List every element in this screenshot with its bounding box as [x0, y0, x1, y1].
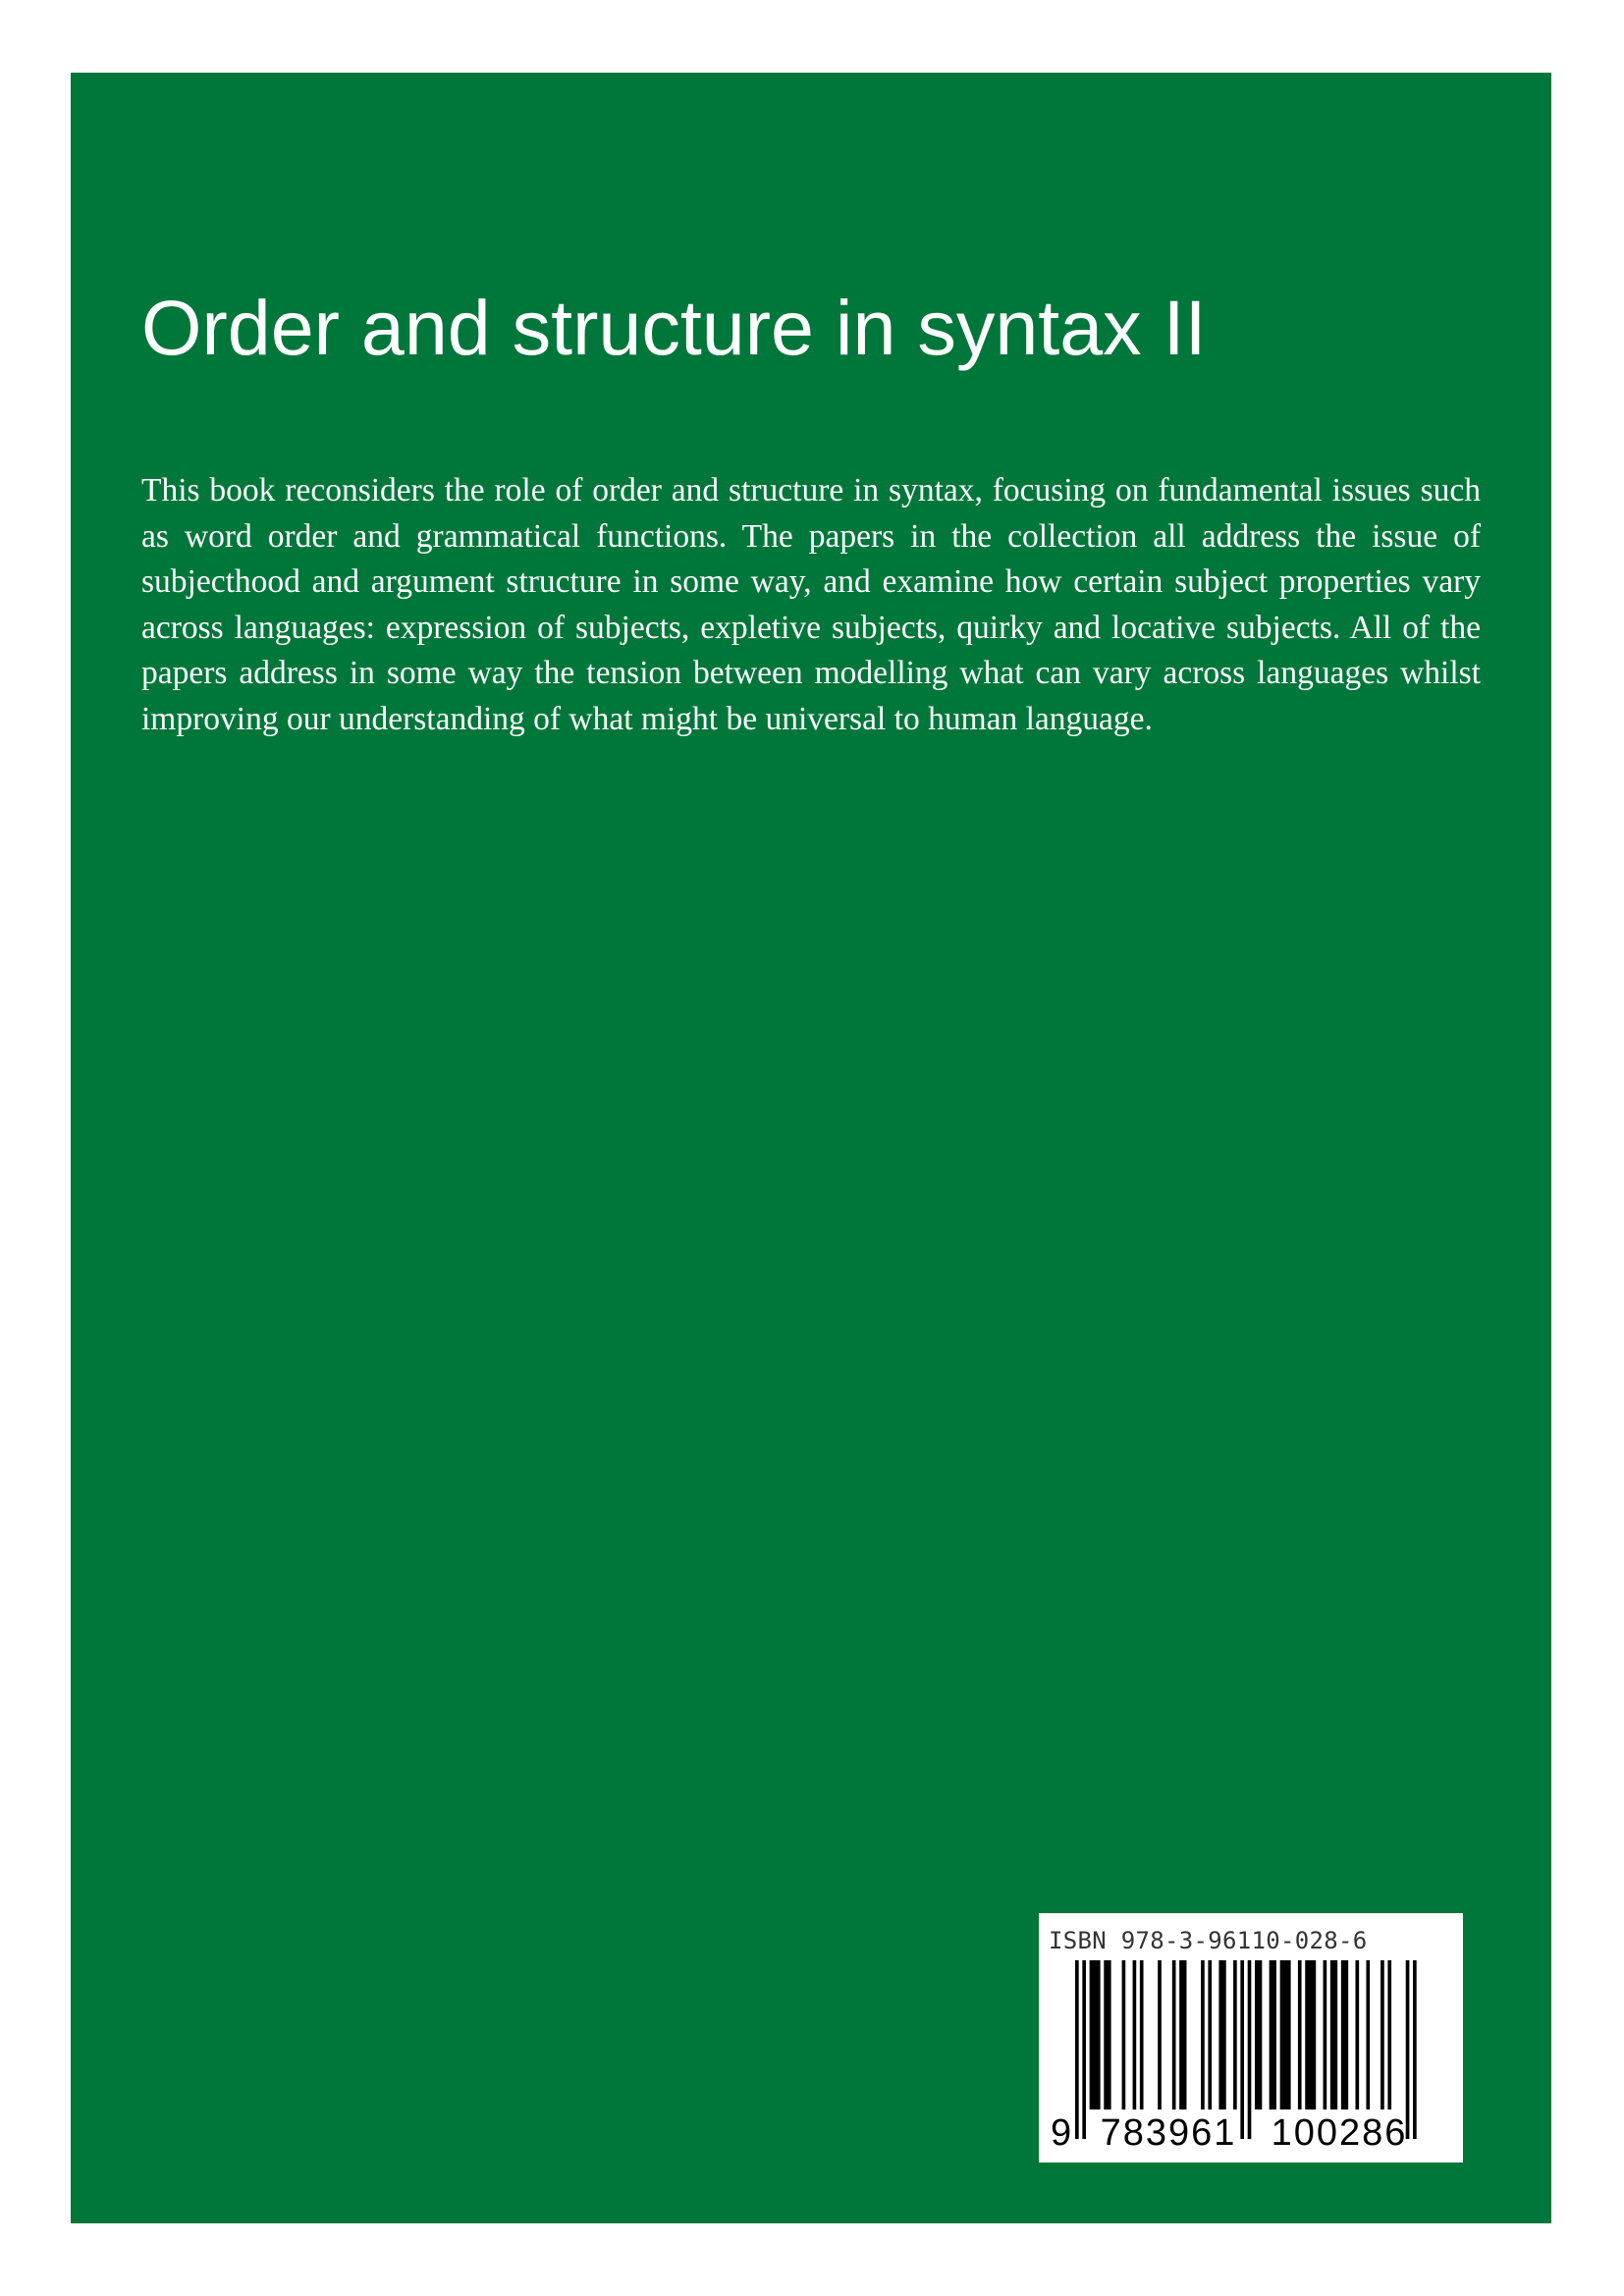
barcode-bar: [1218, 1960, 1225, 2109]
barcode-guard-bar: [1240, 1960, 1244, 2139]
barcode-bar: [1140, 1960, 1144, 2109]
barcode-bar: [1104, 1960, 1110, 2109]
barcode-bar: [1355, 1960, 1359, 2109]
barcode-bar: [1330, 1960, 1337, 2109]
ean-right-group: 100286: [1271, 2112, 1408, 2154]
barcode-guard-bar: [1075, 1960, 1079, 2139]
barcode-bar: [1270, 1960, 1276, 2109]
barcode-guard-bar: [1082, 1960, 1086, 2139]
isbn-barcode: [1039, 1913, 1463, 2163]
back-cover: [71, 73, 1551, 2223]
barcode-bar: [1179, 1960, 1186, 2109]
barcode-bar: [1387, 1960, 1391, 2109]
barcode-bar: [1208, 1960, 1212, 2109]
book-blurb: This book reconsiders the role of order and structure in syntax, focusing on fundamental issues such as word order and grammatical functions. The papers in the collection all address the issue of subjecthood and argument structure in some way, and examine how certain subject properties vary across languages: expression of subjects, expletive subjects, quirky and locative subjects. All of the papers address in some way the tension between modelling what can vary across languages whilst improving our understanding of what might be universal to human language.: [141, 472, 1481, 737]
barcode-bar: [1233, 1960, 1237, 2109]
barcode-bar: [1305, 1960, 1316, 2109]
barcode-bar: [1380, 1960, 1384, 2109]
isbn-label: ISBN 978-3-96110-028-6: [1049, 1927, 1368, 1954]
barcode-bar: [1172, 1960, 1176, 2109]
barcode-bar: [1090, 1960, 1101, 2109]
barcode-bar: [1122, 1960, 1126, 2109]
barcode-bar: [1366, 1960, 1370, 2109]
barcode-bar: [1341, 1960, 1348, 2109]
ean-first-digit: 9: [1051, 2112, 1072, 2154]
barcode-bar: [1324, 1960, 1327, 2109]
barcode-bar: [1201, 1960, 1205, 2109]
ean-left-group: 783961: [1100, 2112, 1237, 2154]
barcode-bar: [1255, 1960, 1262, 2109]
barcode-guard-bar: [1413, 1960, 1417, 2139]
barcode-guard-bar: [1248, 1960, 1252, 2139]
book-title: Order and structure in syntax II: [141, 284, 1207, 371]
barcode-bar: [1280, 1960, 1291, 2109]
barcode-bar: [1298, 1960, 1302, 2109]
barcode-bar: [1158, 1960, 1162, 2109]
barcode-bar: [1133, 1960, 1137, 2109]
